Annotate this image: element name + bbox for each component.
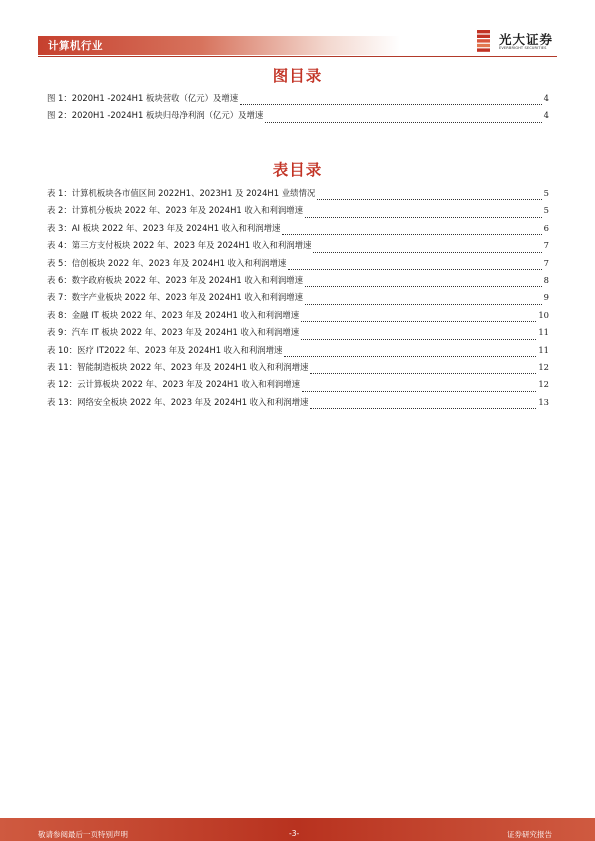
logo-mark-icon <box>477 30 493 52</box>
dot-leader <box>301 332 536 340</box>
table-toc-entry-title: 表 3：AI 板块 2022 年、2023 年及 2024H1 收入和利润增速 <box>47 222 281 233</box>
dot-leader <box>284 349 536 357</box>
dot-leader <box>301 314 536 322</box>
dot-leader <box>302 384 536 392</box>
logo-name: 光大证券 <box>499 32 554 47</box>
table-toc-entry[interactable] <box>47 344 549 361</box>
table-toc-list <box>47 187 549 413</box>
table-toc-entry-title: 表 4：第三方支付板块 2022 年、2023 年及 2024H1 收入和利润增速 <box>47 240 312 251</box>
header-rule <box>38 56 557 57</box>
footer-page-number: -3- <box>289 829 300 838</box>
table-toc-entry-page-number: 8 <box>543 274 549 285</box>
figure-toc-list <box>47 92 549 127</box>
table-toc-entry-page-number: 11 <box>538 327 549 338</box>
figure-toc-entry[interactable] <box>47 109 549 126</box>
table-toc-entry-title: 表 9：汽车 IT 板块 2022 年、2023 年及 2024H1 收入和利润增速 <box>47 327 300 338</box>
table-toc-entry-page-number: 13 <box>538 396 549 407</box>
figure-toc-title: 图目录 <box>272 67 323 85</box>
table-toc-entry-page-number: 12 <box>538 379 549 390</box>
table-toc-entry-title: 表 1：计算机板块各市值区间 2022H1、2023H1 及 2024H1 业绩情况 <box>47 188 316 198</box>
dot-leader <box>305 279 542 287</box>
table-toc-entry[interactable] <box>47 204 549 221</box>
table-toc-entry-page-number: 10 <box>538 309 549 320</box>
table-toc-entry-title: 表 12：云计算板块 2022 年、2023 年及 2024H1 收入和利润增速 <box>47 379 300 390</box>
table-toc-entry[interactable] <box>47 309 549 326</box>
dot-leader <box>305 210 542 218</box>
footer-report-type: 证券研究报告 <box>507 830 552 839</box>
table-toc-entry-page-number: 7 <box>543 257 549 268</box>
table-toc-entry[interactable] <box>47 326 549 343</box>
table-toc-entry-page-number: 12 <box>538 361 549 372</box>
dot-leader <box>313 245 541 253</box>
table-toc-entry-title: 表 10：医疗 IT2022 年、2023 年及 2024H1 收入和利润增速 <box>47 344 283 355</box>
table-toc-entry-title: 表 8：金融 IT 板块 2022 年、2023 年及 2024H1 收入和利润增速 <box>47 309 300 320</box>
table-toc-entry-title: 表 13：网络安全板块 2022 年、2023 年及 2024H1 收入和利润增速 <box>47 396 309 407</box>
table-toc-entry[interactable] <box>47 291 549 308</box>
table-toc-entry-page-number: 11 <box>538 344 549 355</box>
industry-label: 计算机行业 <box>48 40 103 52</box>
figure-toc-entry-title: 图 2：2020H1 -2024H1 板块归母净利润（亿元）及增速 <box>47 110 264 121</box>
table-toc-entry-page-number: 5 <box>543 205 549 216</box>
table-toc-entry[interactable] <box>47 257 549 274</box>
table-toc-entry-page-number: 9 <box>543 292 549 303</box>
table-toc-entry-title: 表 5：信创板块 2022 年、2023 年及 2024H1 收入和利润增速 <box>47 257 287 268</box>
table-toc-entry[interactable] <box>47 187 549 204</box>
dot-leader <box>310 401 536 409</box>
table-toc-entry-page-number: 5 <box>543 188 549 198</box>
table-toc-entry-page-number: 6 <box>543 222 549 233</box>
figure-toc-entry-title: 图 1：2020H1 -2024H1 板块营收（亿元）及增速 <box>47 93 239 103</box>
table-toc-entry[interactable] <box>47 239 549 256</box>
figure-toc-entry[interactable] <box>47 92 549 109</box>
figure-toc-entry-page-number: 4 <box>543 93 549 103</box>
table-toc-title: 表目录 <box>272 161 323 179</box>
table-toc-entry[interactable] <box>47 361 549 378</box>
dot-leader <box>282 227 541 235</box>
table-toc-entry[interactable] <box>47 274 549 291</box>
dot-leader <box>317 192 541 200</box>
table-toc-entry-title: 表 7：数字产业板块 2022 年、2023 年及 2024H1 收入和利润增速 <box>47 292 303 303</box>
table-toc-entry[interactable] <box>47 222 549 239</box>
dot-leader <box>305 297 542 305</box>
company-logo <box>477 30 557 54</box>
figure-toc-entry-page-number: 4 <box>543 110 549 121</box>
table-toc-entry[interactable] <box>47 396 549 413</box>
table-toc-entry-title: 表 2：计算机分板块 2022 年、2023 年及 2024H1 收入和利润增速 <box>47 205 303 216</box>
table-toc-entry-title: 表 11：智能制造板块 2022 年、2023 年及 2024H1 收入和利润增速 <box>47 361 309 372</box>
table-toc-entry[interactable] <box>47 378 549 395</box>
dot-leader <box>310 366 536 374</box>
table-toc-entry-title: 表 6：数字政府板块 2022 年、2023 年及 2024H1 收入和利润增速 <box>47 274 303 285</box>
logo-subtitle: EVERBRIGHT SECURITIES <box>499 46 547 50</box>
dot-leader <box>265 115 541 123</box>
dot-leader <box>240 97 542 105</box>
dot-leader <box>288 262 541 270</box>
footer-disclaimer: 敬请参阅最后一页特别声明 <box>38 830 128 839</box>
table-toc-entry-page-number: 7 <box>543 240 549 251</box>
